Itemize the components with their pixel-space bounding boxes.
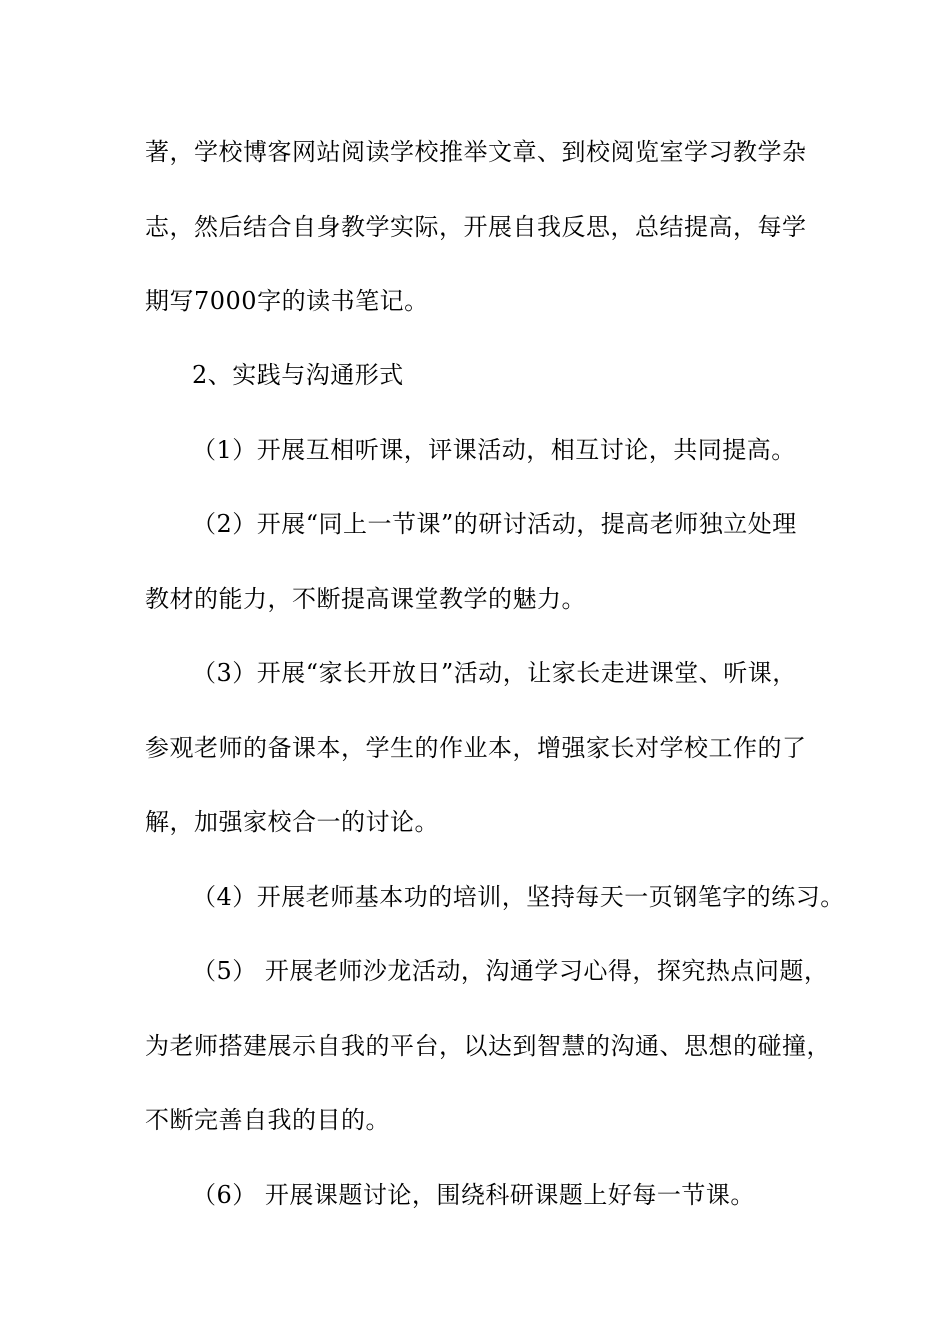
paragraph-line: 不断完善自我的目的。: [145, 1106, 390, 1134]
list-item-line: （3）开展“家长开放日”活动，让家长走进课堂、听课，: [192, 659, 797, 687]
list-item-line: （1）开展互相听课，评课活动，相互讨论，共同提高。: [192, 436, 796, 464]
list-item-line: （2）开展“同上一节课”的研讨活动，提高老师独立处理: [192, 510, 797, 538]
list-item-line: （4）开展老师基本功的培训，坚持每天一页钢笔字的练习。: [192, 883, 845, 911]
paragraph-line: 为老师搭建展示自我的平台，以达到智慧的沟通、思想的碰撞，: [145, 1032, 831, 1060]
paragraph-line: 参观老师的备课本，学生的作业本，增强家长对学校工作的了: [145, 734, 807, 762]
paragraph-line: 解，加强家校合一的讨论。: [145, 808, 439, 836]
list-item-line: （6） 开展课题讨论，围绕科研课题上好每一节课。: [192, 1181, 755, 1209]
paragraph-line: 著，学校博客网站阅读学校推举文章、到校阅览室学习教学杂: [145, 138, 807, 166]
list-item-line: （5） 开展老师沙龙活动，沟通学习心得，探究热点问题，: [192, 957, 829, 985]
paragraph-line: 期写7000字的读书笔记。: [145, 287, 429, 315]
paragraph-line: 志，然后结合自身教学实际，开展自我反思，总结提高，每学: [145, 213, 807, 241]
paragraph-line: 教材的能力，不断提高课堂教学的魅力。: [145, 585, 586, 613]
section-heading: 2、实践与沟通形式: [192, 361, 404, 389]
